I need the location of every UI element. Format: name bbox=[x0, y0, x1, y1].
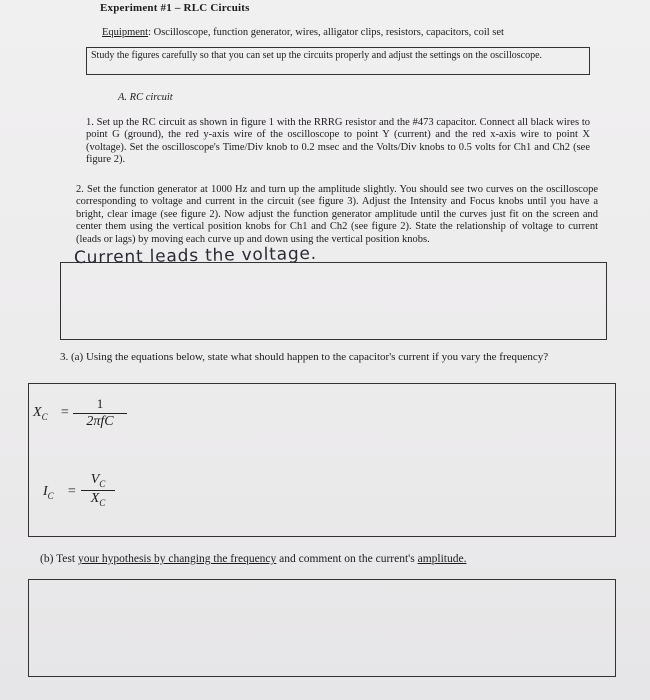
formula-ic-denominator: X bbox=[90, 490, 100, 506]
equipment-text: : Oscilloscope, function generator, wires, alligator clips, resistors, capacitors, coil set bbox=[148, 27, 504, 38]
formula-xc-symbol: X bbox=[33, 405, 42, 420]
step-1-text: 1. Set up the RC circuit as shown in figure 1 with the RRRG resistor and the #473 capacitor. Connect all black wires to point G (ground), the red y-axis wire of the oscilloscope to point Y (current) and the red x-axis wire to point X (voltage). Set the oscilloscope's Time/Div knob to 0.2 msec and the Volts/Div knobs to 0.5 volts for Ch1 and Ch2 (see figure 2). bbox=[86, 117, 590, 166]
instruction-box: Study the figures carefully so that you can set up the circuits properly and adjust the settings on the oscilloscope. bbox=[86, 47, 590, 75]
section-heading-rc: A. RC circuit bbox=[118, 92, 173, 103]
equipment-line bbox=[102, 27, 504, 38]
formula-ic-symbol: I bbox=[43, 484, 48, 499]
handwritten-answer: Current leads the voltage. bbox=[73, 243, 318, 269]
formula-xc-denominator: 2πfC bbox=[73, 413, 127, 430]
q3b-prefix: (b) Test bbox=[40, 553, 78, 565]
answer-box-3a[interactable] bbox=[28, 383, 616, 537]
question-3a: 3. (a) Using the equations below, state what should happen to the capacitor's current if you vary the frequency? bbox=[60, 351, 549, 363]
formula-ic-numerator: V bbox=[90, 472, 100, 487]
equipment-label: Equipment bbox=[102, 27, 149, 38]
page-title: Experiment #1 – RLC Circuits bbox=[100, 2, 250, 14]
q3b-middle: and comment on the current's bbox=[276, 553, 418, 565]
formula-ic-denominator-sub: C bbox=[99, 497, 106, 508]
answer-box-step-2[interactable] bbox=[60, 262, 607, 340]
q3b-underlined-text: your hypothesis by changing the frequency bbox=[77, 553, 277, 565]
formula-ic-equals: = bbox=[67, 484, 77, 499]
formula-xc-equals: = bbox=[60, 405, 70, 420]
formula-xc-sub: C bbox=[41, 411, 48, 422]
answer-box-3b[interactable] bbox=[28, 579, 616, 677]
formula-ic-numerator-sub: C bbox=[99, 478, 106, 489]
step-2-text: 2. Set the function generator at 1000 Hz and turn up the amplitude slightly. You should see two curves on the oscilloscope corresponding to voltage and current in the circuit (see figure 3). Adjust the Intensity and Focus knobs until you have a bright, clear image (see figure 2). Now adjust the function generator amplitude until the curves just fit on the screen and center them using the vertical position knobs for Ch1 and Ch2 (see figure 2). State the relationship of voltage to current (leads or lags) by moving each curve up and down using the vertical position knobs. bbox=[76, 184, 598, 245]
formula-ic-sub: C bbox=[47, 490, 54, 501]
q3b-underlined-end: amplitude. bbox=[417, 553, 467, 565]
formula-xc-numerator: 1 bbox=[96, 396, 104, 411]
question-3b bbox=[40, 553, 466, 565]
